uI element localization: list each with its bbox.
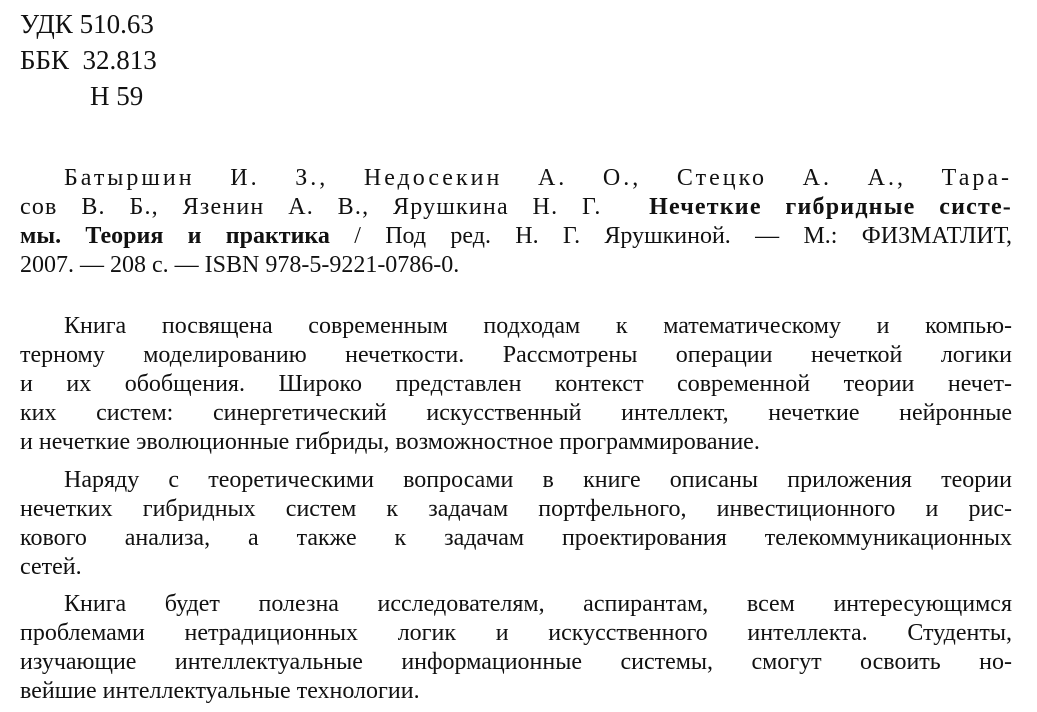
biblio-line: Батыршин И. З., Недосекин А. О., Стецко А. А., Тара- [64, 165, 1012, 191]
annotation-line: кового анализа, а также к задачам проектирования телекоммуникационных [20, 525, 1012, 551]
biblio-publisher: / Под ред. Н. Г. Ярушкиной. — М.: ФИЗМАТЛИТ, [354, 223, 1012, 249]
annotation-line: Книга посвящена современным подходам к математическому и компью- [64, 313, 1012, 339]
annotation-line: ких систем: синергетический искусственный интеллект, нечеткие нейронные [20, 400, 1012, 426]
annotation-paragraph [20, 466, 1012, 582]
udk-code: УДК 510.63 [20, 9, 154, 39]
annotation-paragraph [20, 312, 1012, 457]
annotation-line: нечетких гибридных систем к задачам портфельного, инвестиционного и рис- [20, 496, 1012, 522]
annotation-line: проблемами нетрадиционных логик и искусственного интеллекта. Студенты, [20, 620, 1012, 646]
author-mark: Н 59 [90, 81, 144, 111]
annotation-line: и нечеткие эволюционные гибриды, возможностное программирование. [20, 429, 760, 455]
book-title-part: Нечеткие гибридные систе- [649, 194, 1012, 220]
biblio-line [20, 222, 1012, 251]
annotation-line: Наряду с теоретическими вопросами в книге описаны приложения теории [64, 467, 1012, 493]
biblio-authors: сов В. Б., Язенин А. В., Ярушкина Н. Г. [20, 194, 602, 220]
book-title-part: мы. Теория и практика [20, 223, 330, 249]
annotation-line: изучающие интеллектуальные информационные системы, смогут освоить но- [20, 649, 1012, 675]
annotation-line: Книга будет полезна исследователям, аспирантам, всем интересующимся [64, 591, 1012, 617]
annotation-line: терному моделированию нечеткости. Рассмотрены операции нечеткой логики [20, 342, 1012, 368]
bibliographic-record [20, 164, 1012, 280]
biblio-line: 2007. — 208 с. — ISBN 978-5-9221-0786-0. [20, 252, 460, 278]
annotation-line: вейшие интеллектуальные технологии. [20, 678, 420, 704]
classification-codes [20, 6, 157, 114]
annotation-line: и их обобщения. Широко представлен контекст современной теории нечет- [20, 371, 1012, 397]
annotation-line: сетей. [20, 554, 82, 580]
annotation-paragraph [20, 590, 1012, 706]
bbk-code: ББК 32.813 [20, 45, 157, 75]
biblio-line [20, 193, 1012, 222]
